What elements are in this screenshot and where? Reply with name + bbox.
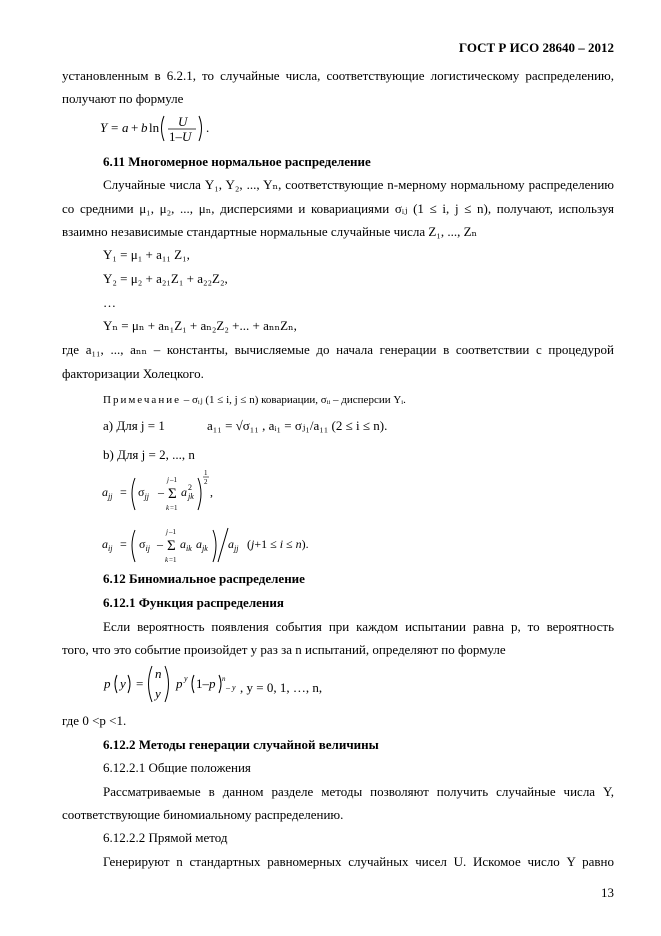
svg-text:.: . (206, 120, 210, 135)
svg-text:j: j (166, 528, 168, 536)
svg-text:–1: –1 (169, 528, 176, 536)
svg-text:,: , (210, 485, 213, 499)
document-code-header: ГОСТ Р ИСО 28640 – 2012 (458, 40, 614, 55)
binomial-formula-tail: , y = 0, 1, …, n, (240, 680, 323, 695)
section-title-6-12-2-2: 6.12.2.2 Прямой метод (103, 830, 228, 845)
svg-text:ajk: $a_{jk}$ (196, 537, 208, 553)
binomial-formula (100, 660, 230, 706)
svg-text:2: 2 (204, 478, 208, 486)
logistic-formula (98, 108, 238, 148)
svg-text:ajj: $a_{jj}$ (102, 485, 113, 501)
item-a-label: a) Для j = 1 (103, 418, 165, 433)
note-text: – σᵢⱼ (1 ≤ i, j ≤ n) ковариации, σᵢᵢ – дисперсии Yᵢ. (180, 394, 406, 406)
paragraph-line: где a₁₁, ..., aₙₙ – константы, вычисляемые до начала генерации в соответствии с процедурой (62, 342, 614, 357)
paragraph-line: взаимно независимые стандартные нормальные случайные числа Z₁, ..., Zₙ (62, 224, 478, 239)
svg-text:=: = (120, 537, 127, 551)
paragraph-line: где 0 <p <1. (62, 713, 127, 728)
svg-text:1: 1 (204, 469, 208, 477)
equation-y1: Y₁ = μ₁ + a₁₁ Z₁, (103, 247, 190, 262)
svg-text:n: n (222, 675, 226, 683)
formula-ajj (100, 466, 230, 516)
svg-text:n: n (155, 666, 162, 681)
svg-text:j: j (167, 476, 169, 484)
svg-text:σjj: $\sigma_{jj}$ (138, 485, 149, 501)
paragraph-line: того, что это событие произойдет y раз за n испытаний, определяют по формуле (62, 642, 506, 657)
paragraph-line: получают по формуле (62, 91, 184, 106)
svg-text:ajj: $a_{jj}$ (228, 537, 239, 553)
svg-text:p: p (104, 676, 111, 691)
equation-ellipsis: … (103, 295, 116, 310)
svg-text:ln: ln (149, 120, 160, 135)
svg-text:aij: $a_{ij}$ (102, 537, 113, 553)
item-b-label: b) Для j = 2, ..., n (103, 447, 195, 462)
svg-text:aik: $a_{ik}$ (180, 537, 192, 553)
section-title-6-12: 6.12 Биномиальное распределение (103, 571, 305, 586)
svg-text:p: p (176, 676, 183, 691)
svg-text:=: = (136, 676, 144, 691)
svg-text:–: – (158, 485, 164, 499)
paragraph-line: со средними μ₁, μ₂, ..., μₙ, дисперсиями и ковариациями σᵢⱼ (1 ≤ i, j ≤ n), получают, используя (62, 201, 614, 216)
svg-text:y: y (155, 686, 161, 701)
svg-text:=: = (111, 120, 119, 135)
section-title-6-12-2: 6.12.2 Методы генерации случайной величины (103, 737, 379, 752)
svg-text:–1: –1 (170, 476, 177, 484)
svg-text:–: – (157, 537, 163, 551)
svg-text:2: 2 (188, 483, 192, 492)
note-label: Примечание (103, 394, 181, 406)
paragraph-line: установленным в 6.2.1, то случайные числа, соответствующие логистическому распределению, (62, 68, 614, 83)
svg-text:=1: =1 (170, 504, 178, 512)
svg-text:k: k (165, 556, 169, 564)
svg-text:=1: =1 (169, 556, 177, 564)
svg-text:=: = (120, 485, 127, 499)
paragraph-line: факторизации Холецкого. (62, 366, 204, 381)
svg-text:a: a (181, 485, 187, 499)
svg-text:Σ: Σ (167, 538, 176, 554)
svg-text:1–p: 1–p (196, 676, 216, 691)
svg-text:U: U (178, 114, 188, 129)
paragraph-line: Генерируют n стандартных равномерных случайных чисел U. Искомое число Y равно (103, 854, 614, 869)
svg-text:a: a (122, 120, 129, 135)
svg-text:Y: Y (100, 120, 108, 135)
section-title-6-11: 6.11 Многомерное нормальное распределение (103, 154, 371, 169)
paragraph-line: Если вероятность появления события при каждом испытании равна p, то вероятность (103, 619, 614, 634)
svg-text:jk: jk (188, 492, 194, 501)
svg-text:σij: $\sigma_{ij}$ (139, 537, 150, 553)
equation-yn: Yₙ = μₙ + aₙ₁Z₁ + aₙ₂Z₂ +... + aₙₙZₙ, (103, 318, 297, 333)
svg-text:(j+1 ≤ i ≤ n).: (j+1 ≤ i ≤ n). (247, 537, 309, 551)
svg-text:b: b (141, 120, 148, 135)
svg-text:y: y (120, 676, 126, 691)
svg-text:k: k (166, 504, 170, 512)
paragraph-line: Случайные числа Y₁, Y₂, ..., Yₙ, соответствующие n-мерному нормальному распределению (103, 177, 614, 192)
note-line (103, 392, 406, 408)
item-a-formula: a₁₁ = √σ₁₁ , aᵢ₁ = σⱼ₁/a₁₁ (2 ≤ i ≤ n). (207, 418, 388, 433)
section-title-6-12-1: 6.12.1 Функция распределения (103, 595, 284, 610)
svg-text:y: y (184, 674, 188, 683)
formula-aij (100, 520, 320, 568)
page-number: 13 (601, 885, 614, 900)
binomial-exponent-rest: – y (226, 683, 236, 692)
svg-text:1–U: 1–U (169, 129, 192, 144)
svg-text:+: + (131, 120, 139, 135)
svg-text:Σ: Σ (168, 486, 177, 502)
section-title-6-12-2-1: 6.12.2.1 Общие положения (103, 760, 251, 775)
paragraph-line: соответствующие биномиальному распределению. (62, 807, 344, 822)
equation-y2: Y₂ = μ₂ + a₂₁Z₁ + a₂₂Z₂, (103, 271, 228, 286)
paragraph-line: Рассматриваемые в данном разделе методы позволяют получить случайные числа Y, (103, 784, 614, 799)
